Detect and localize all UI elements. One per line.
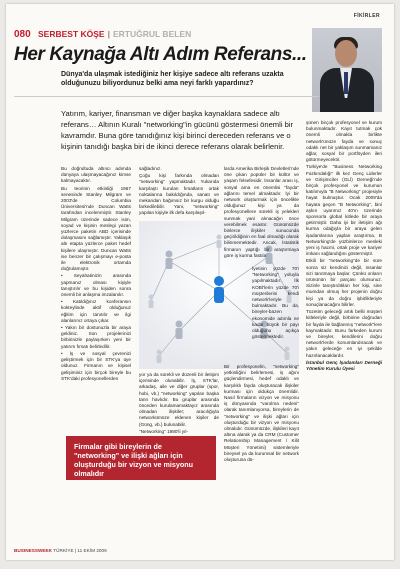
author-signature: İstanbul Genç İşadamları Derneği Yönetim Kurulu Üyesi: [306, 359, 382, 371]
paragraph: Bu doğrultuda altıncı adımda dünyaya ulaşmayacağınız kimse kalmayacaktır.: [61, 166, 131, 184]
paragraph: şünen birçok profesyonel ve kurum bulunmaktadır. Kayıt tutmak çok önemli olmakla birlikte network'ünüze fayda ve sonuç odaklı net bir yaklaşım sunmamanız ağlar, sosyal bir portföyden ileri götürmeyecektir.: [306, 120, 382, 163]
paragraph: • Katıldığınız konferansın kokteylinde aktif olduğunuz eğitim için tanıtılır ve ilgi alanlarınız ortaya çıkar.: [61, 299, 131, 323]
magazine-page: [6, 4, 394, 560]
author-photo: [312, 28, 382, 112]
column-3-bottom: [224, 364, 299, 464]
author-separator: |: [107, 29, 110, 39]
paragraph: Türkiye'de "Business Networking Fazkındalığı" ilk kez Genç Liderler ve Girişimciler (GLİ) Derneği'nde birçok profesyonel ve kurumun katılımıyla "B Networking" projesiyle hayat bulmuştur. Ocak 2009'da hayata geçen "B Networking", bini aşkın uyarımız 40'ın üzerinde sponsorla global kitlede bir araya getirmiştir. Daha iyi bir iletişim ağı kurma odağıyla bir araya gelen işadamlarına yaplan araştırma, B Networking'de yüzbinlerce mesleki yeni iş hacmi, ortak proje ve kariyer imkanı sağlandığını göstermiştir.: [306, 164, 382, 257]
paragraph: "Networking" 1980'li yıl-: [139, 428, 189, 434]
paragraph: sağladınız.: [139, 166, 162, 171]
author-line: [38, 29, 191, 39]
column-4: [306, 120, 382, 373]
paragraph: • İş ve sosyal çevrenizi geliştirmek için bir STK'ya üye oldunuz. Firmanın ve kişisel gelişiminiz için birçok bireyle bu STK'daki profesyonellerden: [61, 350, 131, 381]
section-label: FİKİRLER: [353, 13, 380, 19]
page-number: 080: [14, 29, 31, 40]
column-2-continued: [139, 372, 219, 436]
author-name: ERTUĞRUL BELEN: [113, 29, 192, 39]
page-footer: [14, 548, 107, 553]
pull-quote: Firmalar gibi bireylerin de "networking" ve ilişki ağları için oluşturduğu bir vizyon ve misyonu olmalıdır: [66, 436, 216, 480]
paragraph: Çoğu kişi farkında olmadan "networking" yapmaktadır. Yukarıda karşılaştı kurulan fırsatların ortak noktalarına bakıldığında, sanatı ve mekandan bağımsız bir kurgu olduğu farkedilebilir. Yani, "networking" yapılan kişiyle ilk defa karşılaşıl-: [139, 173, 219, 216]
paragraph: Bu teorinin etkinliği 1967 senesinde Stanley Milgram ve 2003'de Columbia Üniversitesi'nde Duncan Watts tarafından incelenmiştir. Stanley Milgram üzerinde sadece isim, soyad ve kişinin meslegi yazan yüzlerce paketin ABD içerisinde dolaşmasını sağlamıştır. Yaklaşık altı etapta yüzlerce paket hedef kişilere ulaşmıştır. Duncan Watts ise benzer bir çalışmayı e-posta ile elektronik ortamda doğrulamıştır.: [61, 185, 131, 272]
column-3-continued: [252, 266, 299, 341]
deck: Dünya'da ulaşmak istediğiniz her kişiye sadece altı referans uzakta olduğunuzu biliyordunuz belki ama neyi farklı yapardınız?: [61, 71, 284, 87]
headline: Her Kaynağa Altı Adım Referans...: [14, 44, 307, 65]
column-name: SERBEST KÖŞE: [38, 29, 105, 39]
footer-brand: BUSINESSWEEK: [14, 548, 53, 553]
column-3: [224, 166, 299, 260]
paragraph: yor ya da sürekli ve düzenli bir iletişim içerisinde olunabilir. İş, STK'lar, arkadaş, aile ve diğer gruplar (spor, hobi, vb.) "networking" yapılan başka tanrı havlıdır. Bu gruplar arasında önceden kurulamamaktayız arasında olmadan ilişkiler; aracılığıyla networkümüze eklenen kişiler de (Güng, vb.) bulunabilir.: [139, 372, 219, 427]
paragraph: İyetinin yüzde 70'i "Networking" yoluyla yapılmaktadır. İlk KOBİ'lerin yüzde 70'i müşterilerini kendi network'leriyle bulmaktadır. Bu da, bireyler-bazen ekonomide adımla ne kadar büyük bir payı olduğunu açıkça göstermektedir.: [252, 266, 299, 340]
column-1: [61, 166, 131, 383]
paragraph: • Yakın bir dostunuzla bir araya geldiniz. Son projelerinizi birbirinizle paylaşırken yeni bir yatırım fırsatı belirledilir.: [61, 325, 131, 349]
paragraph: • Seyahatinizin arasında yapmanız olması kişiyle tanıştırılır ve bu kişiden sonra önemli bir anlaşma imzalanılır.: [61, 273, 131, 298]
paragraph: Tüzetim geleceği artık bellii müşteri kitleleriyle değil, birbirine doğrudan bir fayda ile bağlanmış "network"lere kaymaktadır. Bunu farkeden kurum ve bireyler, kendilerini doğru network'lerde konumlandıracak ve yakın geleceğe en iyi şekilde hazırlanacaklardır.: [306, 309, 382, 358]
column-2: [139, 166, 219, 218]
footer-issue: TÜRKİYE | 11 EKİM 2009: [53, 548, 107, 553]
paragraph: larda Amerika Birleşik Devletleri'nde öne çıkan popüler bir kültür ve yaşam felsefesidir. İnsanlar arası iş, sosyal ama en önemlisi "fayda" ağlarını temel almaktadır. İyi bir network oluşturmak için öncelikle olduğunuz kişi ya da profesyonellere sürekli iş yelekleri sunmak yani alınacağın önce verebilmek esastır. Günümüzde binlerce ilişkiler sunucunda geçirildiğinin en faal olmadığı olarak bilinmemektedir. Ancak, İstatistik firmanın yaptığı bir araştırmaya göre iş kurma fastıla: [224, 166, 299, 258]
paragraph: Etkili bir "networking"de bir süre sonra siz kendinizi değil, insanlar sizi tanıtmaya başlar. Çünkü onların ürününün bir parçası olursunuz. Sizinle tanıştırdıkları her kişi, sine mumdan olmuş her projenin doğru kişi ya da doğru işbirlikleriyle sonuçlanacağını bilirler.: [306, 258, 382, 307]
lead-paragraph: Yatırım, kariyer, finansman ve diğer başka kaynaklara sadece altı referans… Altının Kuralı "networking"in gücünü göstermesi önemli bir kavramdır. Buna göre tanıdığınız kişi birinci dereceden referans ve o kişinin tanıdığı başka biri de ikinci derece referans olarak belirlenir.: [61, 109, 294, 151]
top-bar: [6, 10, 394, 24]
header-rule: [14, 96, 319, 97]
paragraph: Bir profesyonelin, "networking" yetkinliğini belirlemesi, iş ağını güçlendirmesi, hedef odaklı ve karşılıklı fayda oluşturacak ilişkiler kurması için oldukça önemlidir. Nasıl firmaların vizyon ve misyonu iş dünyasında "varolma nedeni" olarak tanımlanıyorsa, bireylerin de "networking" ve ilişki ağları için oluşturduğu bir vizyon ve misyonu olmalıdır. Günümüzde, ilişkileri kayıt altına alarak ya da CRM (Customer Relationship Management / Kilit Müşteri Yönetimi) sistemleriyle bireysel ya da kurumsal bir network oluşturuna dü-: [224, 364, 299, 463]
